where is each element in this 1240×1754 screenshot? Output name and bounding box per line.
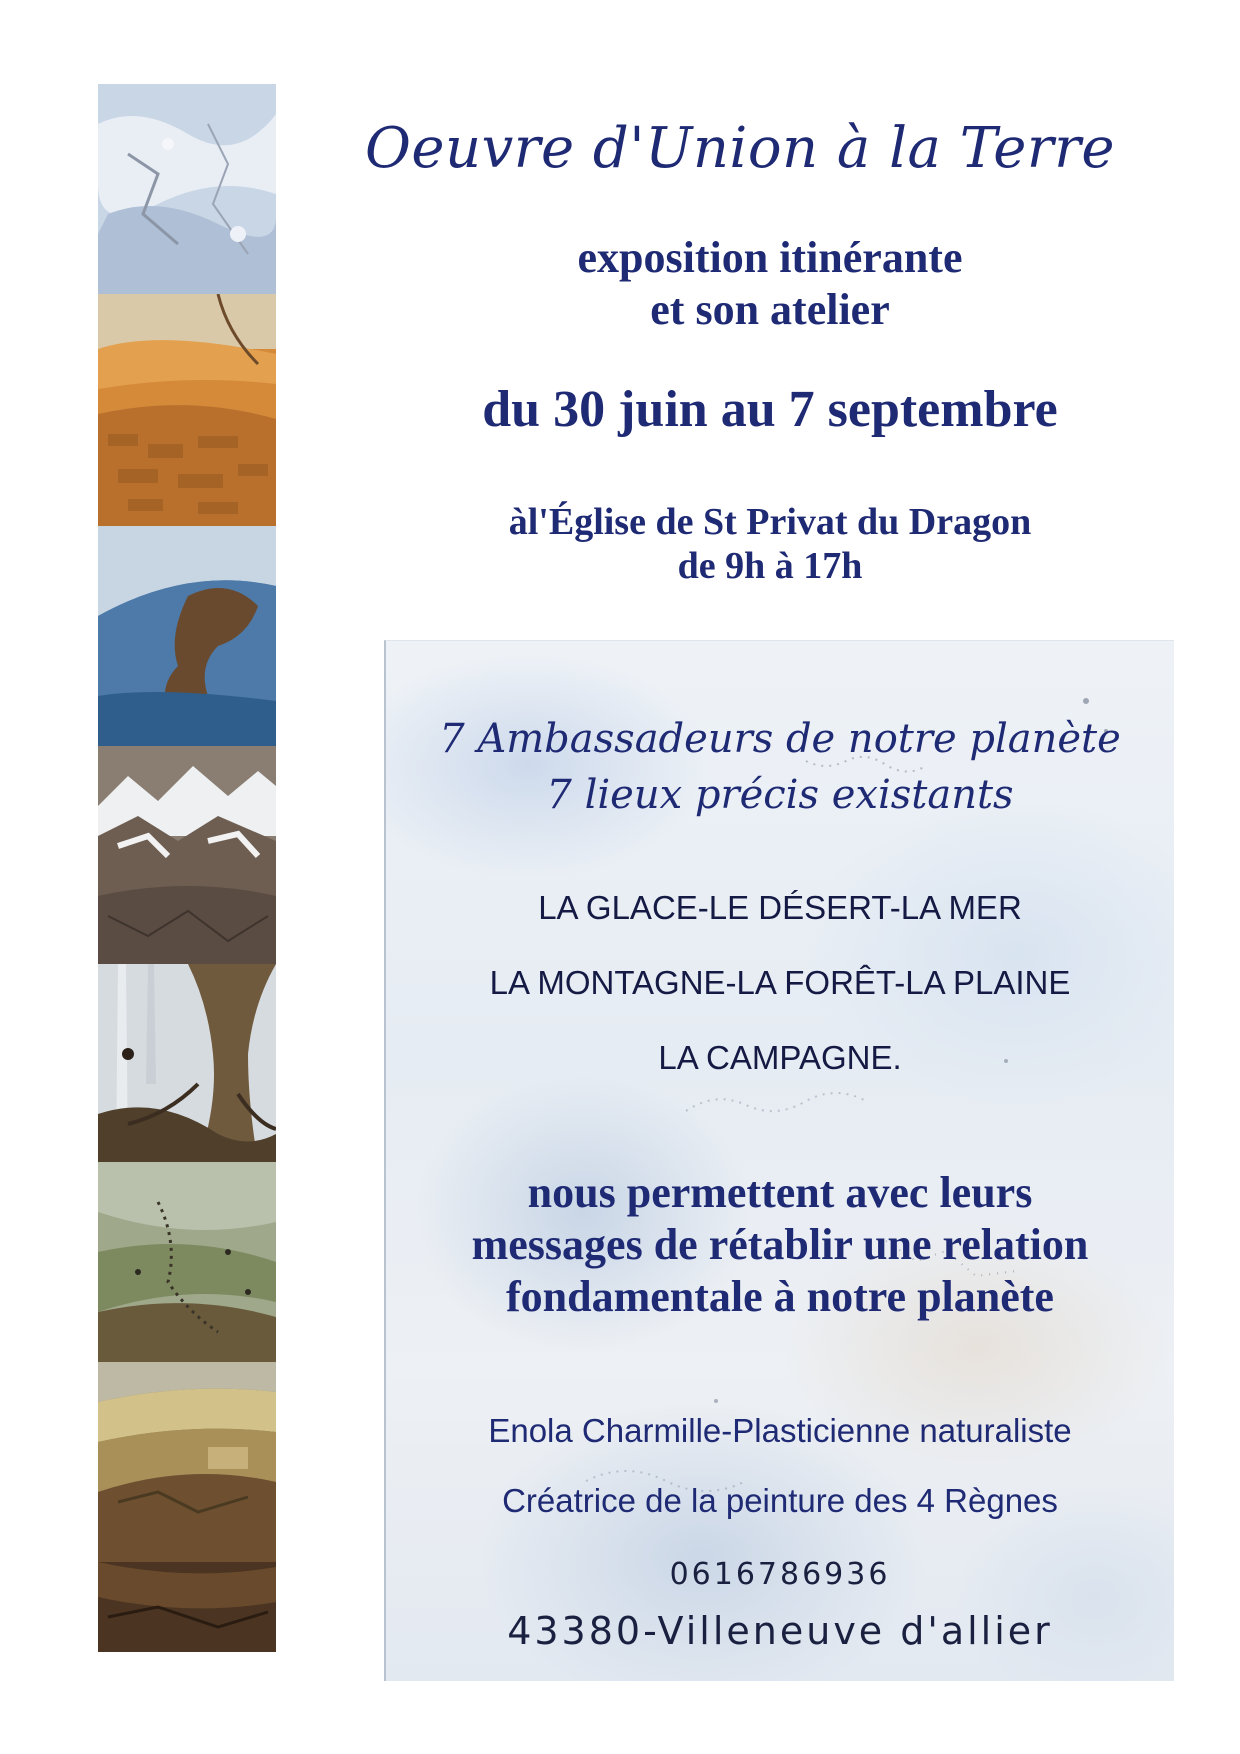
painting-strip <box>98 84 276 1652</box>
subtitle-line-2: et son atelier <box>650 285 890 334</box>
places-list <box>386 887 1174 1112</box>
ambassadors-line-1: 7 Ambassadeurs de notre planète <box>439 716 1121 762</box>
info-panel <box>384 640 1174 1681</box>
message-line-2: messages de rétablir une relation <box>471 1220 1089 1269</box>
subtitle-line-1: exposition itinérante <box>577 233 963 282</box>
exhibition-dates: du 30 juin au 7 septembre <box>482 381 1058 438</box>
ambassadors-heading <box>386 711 1174 823</box>
subtitle <box>380 232 1160 336</box>
message-paragraph <box>386 1167 1174 1323</box>
artist-name: Enola Charmille-Plasticienne naturaliste <box>488 1412 1072 1449</box>
painting-mountain <box>98 746 276 964</box>
phone-number: 0616786936 <box>669 1557 891 1592</box>
message-line-3: fondamentale à notre planète <box>506 1272 1054 1321</box>
painting-countryside <box>98 1362 276 1562</box>
city-address: 43380-Villeneuve d'allier <box>507 1609 1053 1653</box>
painting-desert <box>98 294 276 526</box>
painting-ice <box>98 84 276 294</box>
places-line-2: LA MONTAGNE-LA FORÊT-LA PLAINE <box>489 964 1071 1001</box>
ambassadors-line-2: 7 lieux précis existants <box>546 772 1014 818</box>
painting-sea <box>98 526 276 746</box>
page-title: Oeuvre d'Union à la Terre <box>364 116 1116 181</box>
message-line-1: nous permettent avec leurs <box>527 1168 1033 1217</box>
places-line-1: LA GLACE-LE DÉSERT-LA MER <box>538 889 1022 926</box>
venue-hours: de 9h à 17h <box>677 545 863 587</box>
painting-plain <box>98 1162 276 1362</box>
places-line-3: LA CAMPAGNE. <box>658 1039 902 1076</box>
painting-countryside-bottom <box>98 1562 276 1652</box>
artist-title: Créatrice de la peinture des 4 Règnes <box>502 1482 1058 1519</box>
artist-info <box>386 1411 1174 1551</box>
venue-location: àl'Église de St Privat du Dragon <box>508 501 1032 543</box>
venue-info <box>380 500 1160 588</box>
painting-forest <box>98 964 276 1162</box>
